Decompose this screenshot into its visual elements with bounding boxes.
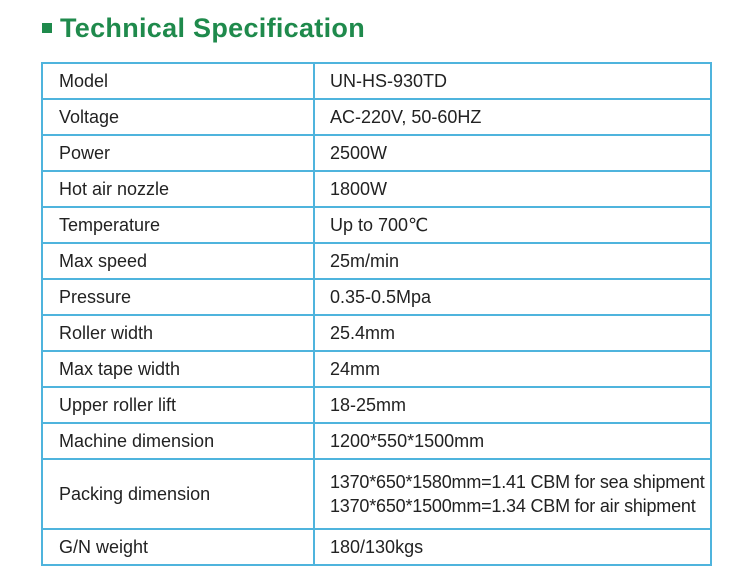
spec-value: 24mm [314, 351, 711, 387]
spec-value: 25.4mm [314, 315, 711, 351]
spec-value: 180/130kgs [314, 529, 711, 565]
spec-table [41, 62, 712, 566]
table-row [42, 99, 711, 135]
spec-label: Max speed [42, 243, 314, 279]
table-row [42, 459, 711, 529]
table-row [42, 207, 711, 243]
spec-value: 18-25mm [314, 387, 711, 423]
spec-label: Machine dimension [42, 423, 314, 459]
square-bullet-icon [42, 23, 52, 33]
spec-value: 0.35-0.5Mpa [314, 279, 711, 315]
table-row [42, 279, 711, 315]
table-row [42, 315, 711, 351]
table-row [42, 171, 711, 207]
spec-label: Power [42, 135, 314, 171]
spec-value-line: 1370*650*1500mm=1.34 CBM for air shipment [330, 496, 696, 516]
spec-label: Hot air nozzle [42, 171, 314, 207]
section-title: Technical Specification [60, 12, 365, 43]
spec-label: Temperature [42, 207, 314, 243]
table-row [42, 529, 711, 565]
spec-label: Packing dimension [42, 459, 314, 529]
table-row [42, 63, 711, 99]
spec-value-line: 1370*650*1580mm=1.41 CBM for sea shipment [330, 472, 705, 492]
spec-label: Voltage [42, 99, 314, 135]
spec-value-multiline [314, 459, 711, 529]
spec-label: Roller width [42, 315, 314, 351]
spec-label: Model [42, 63, 314, 99]
spec-value: 25m/min [314, 243, 711, 279]
table-row [42, 135, 711, 171]
spec-label: G/N weight [42, 529, 314, 565]
table-row [42, 387, 711, 423]
table-row [42, 423, 711, 459]
spec-value: Up to 700℃ [314, 207, 711, 243]
section-heading [42, 8, 365, 48]
spec-value: AC-220V, 50-60HZ [314, 99, 711, 135]
spec-value: 2500W [314, 135, 711, 171]
table-row [42, 243, 711, 279]
spec-value: 1200*550*1500mm [314, 423, 711, 459]
table-row [42, 351, 711, 387]
spec-label: Max tape width [42, 351, 314, 387]
spec-label: Upper roller lift [42, 387, 314, 423]
spec-value: 1800W [314, 171, 711, 207]
spec-label: Pressure [42, 279, 314, 315]
spec-value: UN-HS-930TD [314, 63, 711, 99]
